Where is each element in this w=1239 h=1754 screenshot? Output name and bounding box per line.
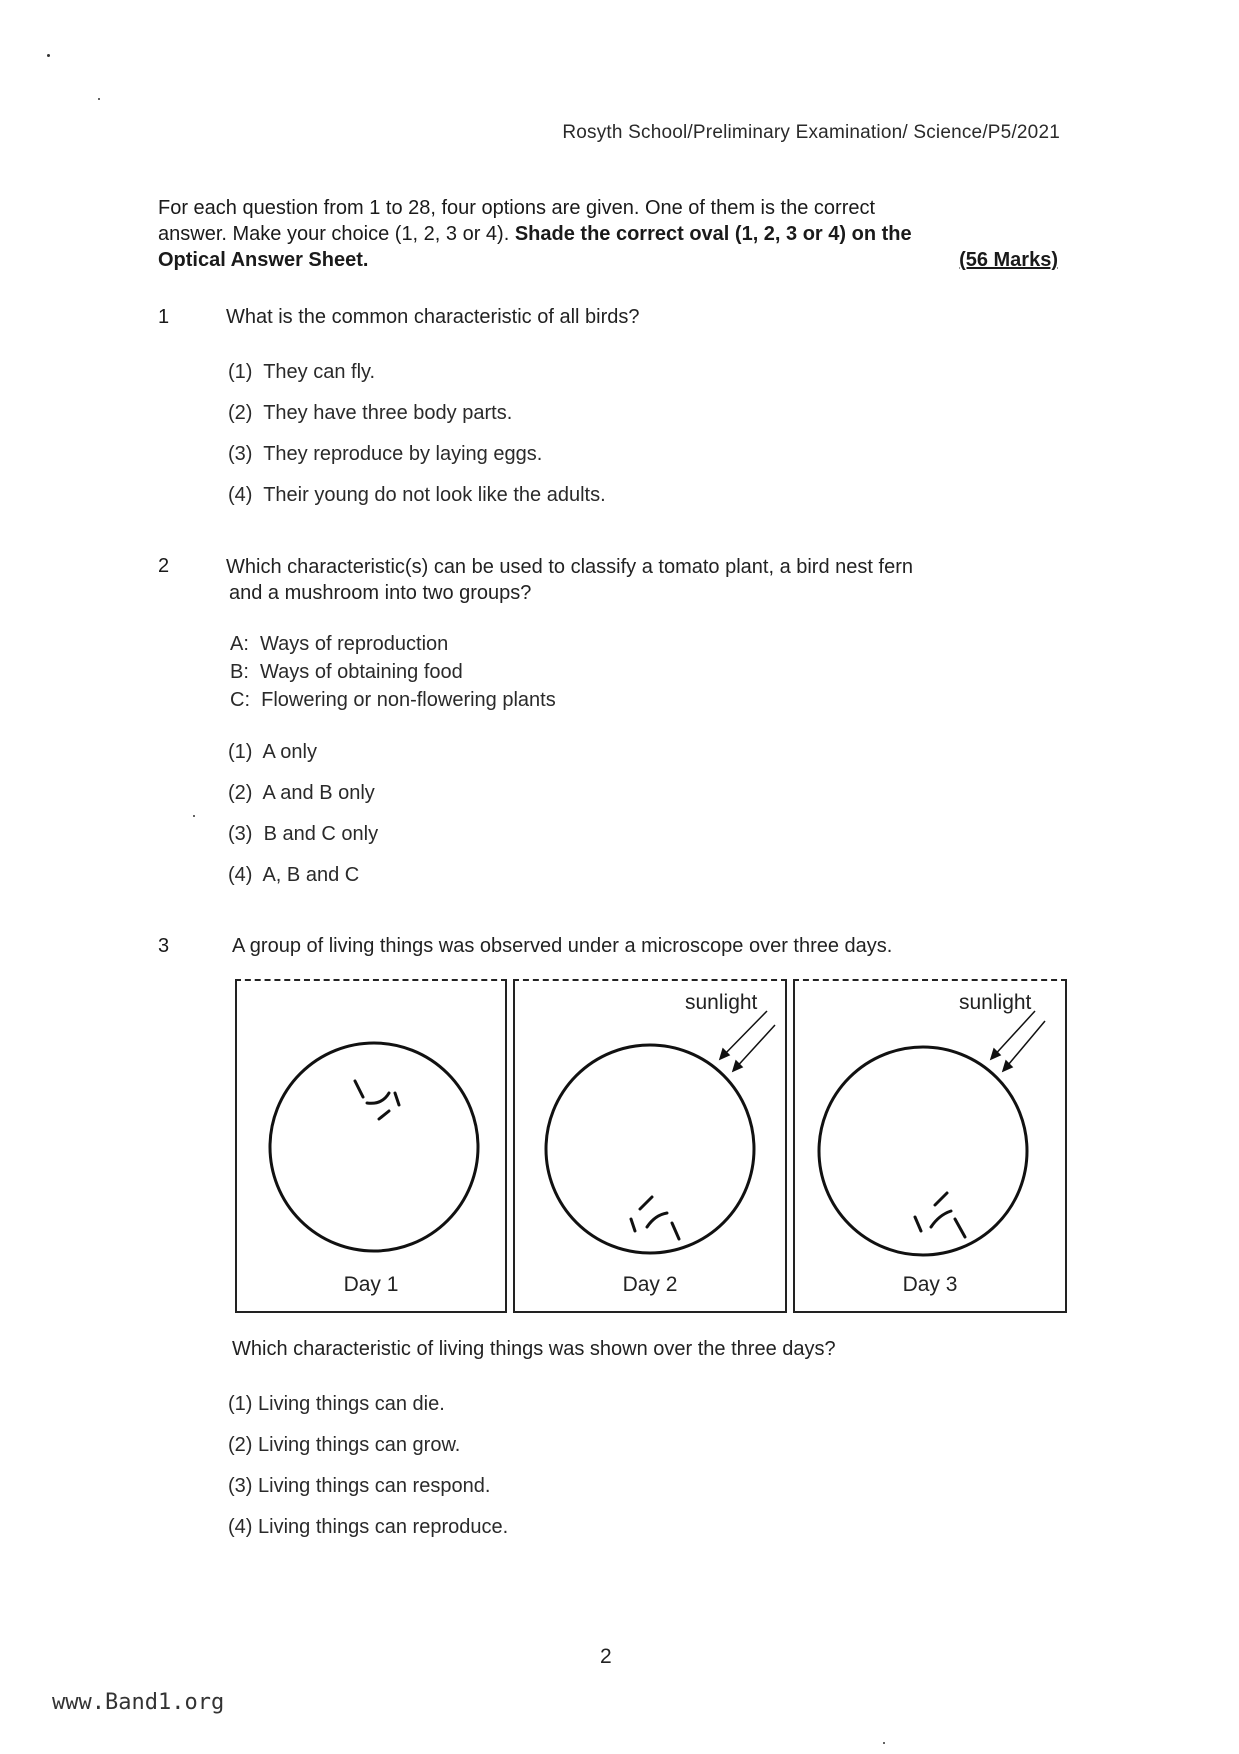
sunlight-label-day-3: sunlight bbox=[959, 991, 1032, 1014]
statement-a: A: Ways of reproduction bbox=[230, 633, 449, 655]
instructions bbox=[158, 195, 1058, 273]
question-3-option-4[interactable]: (4) Living things can reproduce. bbox=[228, 1516, 509, 1538]
question-3-followup: Which characteristic of living things was shown over the three days? bbox=[232, 1338, 836, 1360]
question-2-statements bbox=[230, 630, 556, 714]
sunlight-arrows-icon bbox=[720, 1011, 775, 1071]
question-2-option-3[interactable]: (3) B and C only bbox=[228, 823, 379, 845]
question-3-option-3[interactable]: (3) Living things can respond. bbox=[228, 1475, 491, 1497]
question-3-option-1[interactable]: (1) Living things can die. bbox=[228, 1393, 445, 1415]
instructions-line-2: answer. Make your choice (1, 2, 3 or 4). Shade the correct oval (1, 2, 3 or 4) on the bbox=[158, 223, 912, 245]
instructions-line-3 bbox=[158, 247, 1058, 273]
question-3-number: 3 bbox=[158, 935, 170, 957]
question-1-option-3[interactable]: (3) They reproduce by laying eggs. bbox=[228, 443, 543, 465]
day-2-label: Day 2 bbox=[622, 1273, 678, 1296]
optical-answer-sheet: Optical Answer Sheet. bbox=[158, 249, 369, 271]
scan-speck bbox=[883, 1742, 885, 1744]
question-1-option-1[interactable]: (1) They can fly. bbox=[228, 361, 376, 383]
day-1-label: Day 1 bbox=[343, 1273, 399, 1296]
question-2-option-4[interactable]: (4) A, B and C bbox=[228, 864, 360, 886]
question-2-option-1[interactable]: (1) A only bbox=[228, 741, 317, 763]
statement-b: B: Ways of obtaining food bbox=[230, 661, 463, 683]
figure-panel-day-1 bbox=[235, 979, 507, 1313]
figure-panel-day-2 bbox=[513, 979, 787, 1313]
question-2-option-2[interactable]: (2) A and B only bbox=[228, 782, 375, 804]
sunlight-arrows-icon bbox=[991, 1011, 1045, 1071]
question-2-text: Which characteristic(s) can be used to classify a tomato plant, a bird nest fern and a mushroom into two groups? bbox=[226, 556, 913, 604]
scan-speck bbox=[47, 54, 50, 57]
microscope-view-icon bbox=[237, 981, 505, 1311]
scan-speck bbox=[193, 815, 195, 817]
question-1-number: 1 bbox=[158, 306, 170, 328]
organism-cluster-icon bbox=[915, 1193, 965, 1237]
marks-total: (56 Marks) bbox=[959, 249, 1058, 271]
statement-c: C: Flowering or non-flowering plants bbox=[230, 689, 556, 711]
page-number: 2 bbox=[600, 1645, 612, 1668]
question-3-option-2[interactable]: (2) Living things can grow. bbox=[228, 1434, 461, 1456]
question-2-number: 2 bbox=[158, 555, 170, 577]
question-3-text: A group of living things was observed under a microscope over three days. bbox=[232, 935, 893, 957]
question-1-option-4[interactable]: (4) Their young do not look like the adults. bbox=[228, 484, 606, 506]
scan-speck bbox=[98, 98, 100, 100]
figure-panel-day-3 bbox=[793, 979, 1067, 1313]
instructions-line-1: For each question from 1 to 28, four options are given. One of them is the correct bbox=[158, 197, 876, 219]
organism-cluster-icon bbox=[631, 1197, 679, 1239]
footer-watermark: www.Band1.org bbox=[52, 1690, 225, 1715]
sunlight-label-day-2: sunlight bbox=[685, 991, 758, 1014]
organism-cluster-icon bbox=[355, 1081, 399, 1119]
page-header: Rosyth School/Preliminary Examination/ Science/P5/2021 bbox=[562, 122, 1060, 143]
microscope-view-icon bbox=[819, 1047, 1027, 1255]
question-1-text: What is the common characteristic of all birds? bbox=[226, 306, 640, 328]
day-3-label: Day 3 bbox=[902, 1273, 958, 1296]
question-1-option-2[interactable]: (2) They have three body parts. bbox=[228, 402, 513, 424]
